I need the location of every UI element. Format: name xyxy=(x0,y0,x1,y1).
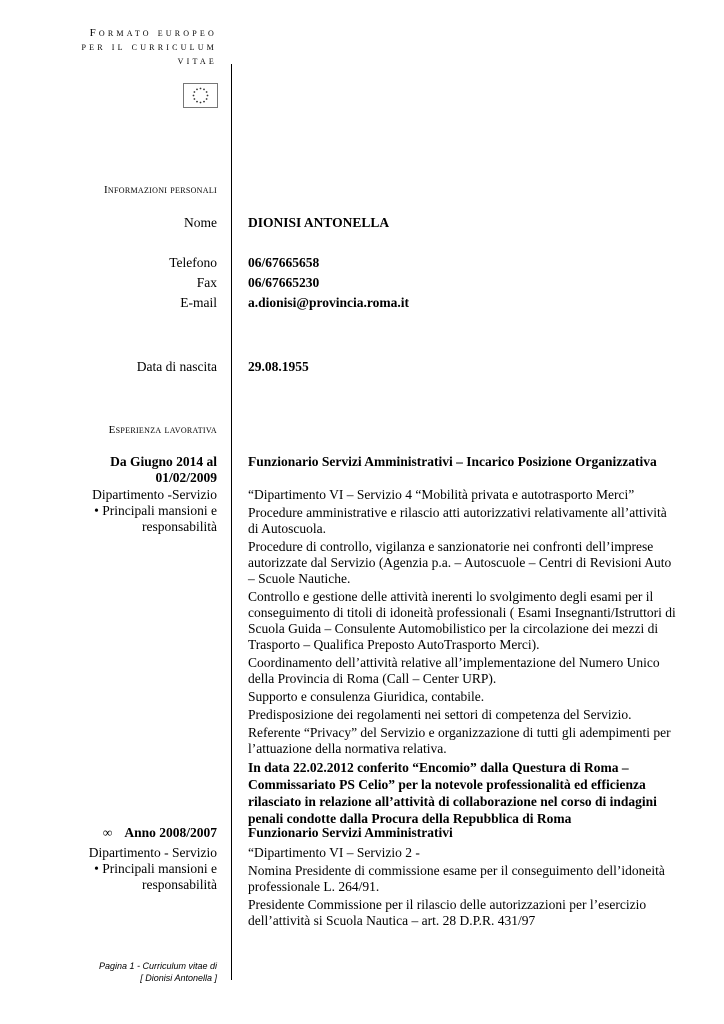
footer-line2: [ Dionisi Antonella ] xyxy=(140,973,217,983)
email-value: a.dionisi@provincia.roma.it xyxy=(248,295,409,310)
department-label: Dipartimento - Servizio xyxy=(88,845,217,860)
email-label: E-mail xyxy=(180,295,217,310)
job-period xyxy=(17,454,217,486)
dob-value: 29.08.1955 xyxy=(248,359,309,374)
infinity-bullet-icon: ∞ xyxy=(102,825,113,840)
job-title: Funzionario Servizi Amministrativi – Incarico Posizione Organizzativa xyxy=(248,454,657,469)
duties-label-line2: responsabilità xyxy=(142,877,217,892)
cv-format-line2: per il curriculum xyxy=(81,41,217,53)
phone-label: Telefono xyxy=(169,255,217,270)
duty-item: Controllo e gestione delle attività inerenti lo svolgimento degli esami per il conseguimento di titoli di idoneità professionali ( Esami Insegnanti/Istruttori di Scuola Guida – Consulente Automobilistico per la circolazione dei mezzi di Trasporto – Qualifica Preposto AutoTrasporto Merci). xyxy=(248,589,676,652)
cv-format-line3: vitae xyxy=(177,55,217,67)
duties-label-line1: • Principali mansioni e xyxy=(94,503,217,518)
phone-value: 06/67665658 xyxy=(248,255,320,270)
duty-item: Predisposizione dei regolamenti nei settori di competenza del Servizio. xyxy=(248,707,632,722)
duty-item: Supporto e consulenza Giuridica, contabile. xyxy=(248,689,485,704)
eu-flag-icon xyxy=(183,83,218,108)
department-label: Dipartimento -Servizio xyxy=(92,487,217,502)
page-footer xyxy=(17,960,217,984)
footer-line1: Pagina 1 - Curriculum vitae di xyxy=(98,961,217,971)
department-value: “Dipartimento VI – Servizio 2 - xyxy=(248,845,420,860)
duties-label xyxy=(17,861,217,893)
duty-item: Referente “Privacy” del Servizio e organizzazione di tutti gli adempimenti per l’attuazione della normativa relativa. xyxy=(248,725,671,756)
job-title: Funzionario Servizi Amministrativi xyxy=(248,825,453,840)
department-value: “Dipartimento VI – Servizio 4 “Mobilità privata e autotrasporto Merci” xyxy=(248,487,635,502)
section-title-personal: Informazioni personali xyxy=(103,184,217,196)
fax-label: Fax xyxy=(196,275,217,290)
duties-label-line1: • Principali mansioni e xyxy=(94,861,217,876)
job-period xyxy=(17,825,217,841)
duty-item: Procedure amministrative e rilascio atti autorizzativi relativamente all’attività di Autoscuola. xyxy=(248,505,667,536)
cv-format-line1: Formato europeo xyxy=(89,27,217,39)
duty-item: Nomina Presidente di commissione esame per il conseguimento dell’idoneità professionale L. 264/91. xyxy=(248,863,665,894)
job-details xyxy=(248,845,678,931)
duty-item: Presidente Commissione per il rilascio delle autorizzazioni per l’esercizio dell’attività si Scuola Nautica – art. 28 D.P.R. 431/97 xyxy=(248,897,647,928)
dob-label: Data di nascita xyxy=(136,359,217,374)
fax-value: 06/67665230 xyxy=(248,275,320,290)
duties-label xyxy=(17,503,217,535)
job-details xyxy=(248,487,678,829)
section-title-experience: Esperienza lavorativa xyxy=(108,424,217,436)
name-label: Nome xyxy=(184,215,217,230)
column-divider xyxy=(231,64,232,980)
name-value: DIONISI ANTONELLA xyxy=(248,215,390,230)
job-period-line1: Anno 2008/2007 xyxy=(124,825,217,840)
award-highlight: In data 22.02.2012 conferito “Encomio” dalla Questura di Roma – Commissariato PS Celio” per la notevole professionalità ed efficienza rilasciato in relazione all’attività di collaborazione nel corso di indagini penali condotte dalla Procura della Repubblica di Roma xyxy=(248,760,657,826)
duty-item: Coordinamento dell’attività relative all’implementazione del Numero Unico della Provincia di Roma (Call – Center URP). xyxy=(248,655,660,686)
cv-format-title xyxy=(37,26,217,68)
duties-label-line2: responsabilità xyxy=(142,519,217,534)
job-period-line2: 01/02/2009 xyxy=(155,470,217,485)
duty-item: Procedure di controllo, vigilanza e sanzionatorie nei confronti dell’imprese autorizzate dal Servizio (Agenzia p.a. – Autoscuole – Centri di Revisioni Auto – Scuole Nautiche. xyxy=(248,539,672,586)
job-period-line1: Da Giugno 2014 al xyxy=(110,454,217,469)
